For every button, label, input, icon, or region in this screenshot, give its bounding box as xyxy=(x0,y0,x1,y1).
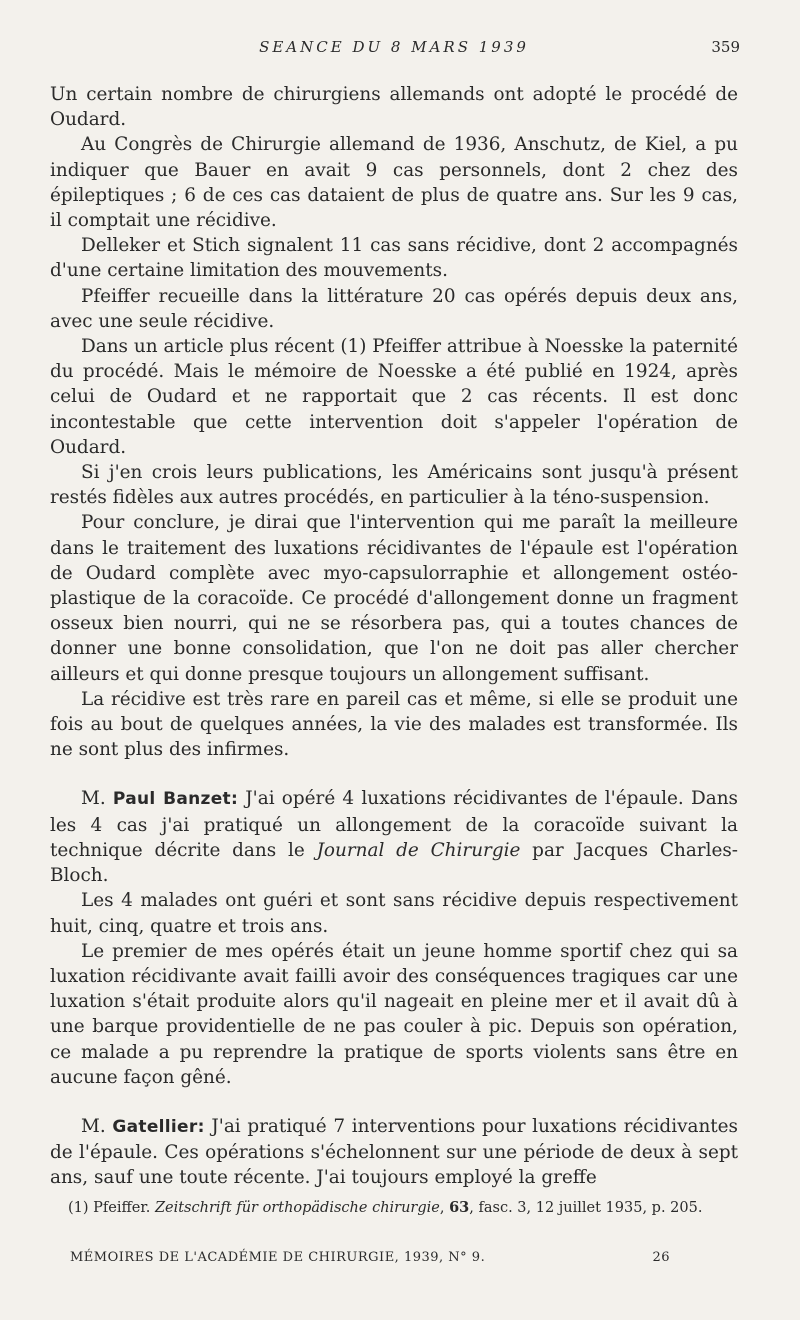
paragraph: La récidive est très rare en pareil cas et même, si elle se produit une fois au bout de quelques années, la vie des malades est transformée. Ils ne sont plus des infirmes. xyxy=(50,688,738,761)
speaker-prefix: M. xyxy=(81,1115,113,1137)
footer-journal: MÉMOIRES DE L'ACADÉMIE DE CHIRURGIE, 1939, N° 9. xyxy=(70,1250,486,1265)
body-text xyxy=(50,82,738,1191)
banzet-statement xyxy=(50,786,738,888)
paragraph: Les 4 malades ont guéri et sont sans récidive depuis respectivement huit, cinq, quatre et trois ans. xyxy=(50,890,738,937)
page-header xyxy=(50,0,738,60)
paragraph: Un certain nombre de chirurgiens allemands ont adopté le procédé de Oudard. xyxy=(50,84,738,131)
paragraph: Dans un article plus récent (1) Pfeiffer attribue à Noesske la paternité du procédé. Mais le mémoire de Noesske a été publié en 1924, après celui de Oudard et ne rapportait que 2 cas récents. Il est donc incontestable que cette intervention doit s'appeler l'opération de Oudard. xyxy=(50,336,738,458)
paragraph: Si j'en crois leurs publications, les Américains sont jusqu'à présent restés fidèles aux autres procédés, en particulier à la téno-suspension. xyxy=(50,462,738,509)
footnote-marker: (1) Pfeiffer. xyxy=(68,1200,155,1216)
gatellier-statement xyxy=(50,1114,738,1191)
speaker-name: Paul Banzet xyxy=(112,789,231,810)
footer-sheet-number: 26 xyxy=(652,1250,670,1265)
page-number: 359 xyxy=(711,38,740,56)
speaker-colon: : xyxy=(197,1116,205,1137)
speaker-name: Gatellier xyxy=(112,1116,198,1137)
statement-text: J'ai opéré 4 luxations récidivantes de l'épaule. Dans les 4 cas j'ai pratiqué un allongement de la coracoïde suivant la technique décrite dans le xyxy=(50,788,738,861)
paragraph: Au Congrès de Chirurgie allemand de 1936, Anschutz, de Kiel, a pu indiquer que Bauer en avait 9 cas personnels, dont 2 chez des épileptiques ; 6 de ces cas dataient de plus de quatre ans. Sur les 9 cas, il comptait une récidive. xyxy=(50,134,738,232)
speaker-colon: : xyxy=(230,789,239,810)
footnote-rest: , fasc. 3, 12 juillet 1935, p. 205. xyxy=(469,1200,703,1216)
running-head: SEANCE DU 8 MARS 1939 xyxy=(259,38,529,56)
paragraph: Le premier de mes opérés était un jeune homme sportif chez qui sa luxation récidivante avait failli avoir des conséquences tragiques car une luxation s'était produite alors qu'il nageait en pleine mer et il avait dû à une barque providentielle de ne pas couler à pic. Depuis son opération, ce malade a pu reprendre la pratique de sports violents sans être en aucune façon gêné. xyxy=(50,940,738,1088)
statement-text: J'ai pratiqué 7 interventions pour luxations récidivantes de l'épaule. Ces opérations s'échelonnent sur une période de deux à sept ans, sauf une toute récente. J'ai toujours employé la greffe xyxy=(50,1115,738,1189)
footnote: (1) Pfeiffer. Zeitschrift für orthopädische chirurgie, 63, fasc. 3, 12 juillet 1935, p. 205. xyxy=(68,1199,703,1216)
page xyxy=(50,0,740,1265)
paragraph: Pour conclure, je dirai que l'intervention qui me paraît la meilleure dans le traitement des luxations récidivantes de l'épaule est l'opération de Oudard complète avec myo-capsulorraphie et allongement ostéo-plastique de la coracoïde. Ce procédé d'allongement donne un fragment osseux bien nourri, qui ne se résorbera pas, qui a toutes chances de donner une bonne consolidation, que l'on ne doit pas aller chercher ailleurs et qui donne presque toujours un allongement suffisant. xyxy=(50,512,738,685)
footnote-volume: 63 xyxy=(449,1199,470,1216)
footnote-journal: Zeitschrift für orthopädische chirurgie xyxy=(154,1200,440,1216)
statement-text: par Jacques Charles-Bloch. xyxy=(50,839,738,887)
speaker-prefix: M. xyxy=(81,788,113,810)
journal-title: Journal de Chirurgie xyxy=(316,839,521,861)
paragraph: Pfeiffer recueille dans la littérature 20 cas opérés depuis deux ans, avec une seule récidive. xyxy=(50,285,738,332)
paragraph: Delleker et Stich signalent 11 cas sans récidive, dont 2 accompagnés d'une certaine limitation des mouvements. xyxy=(50,235,738,282)
